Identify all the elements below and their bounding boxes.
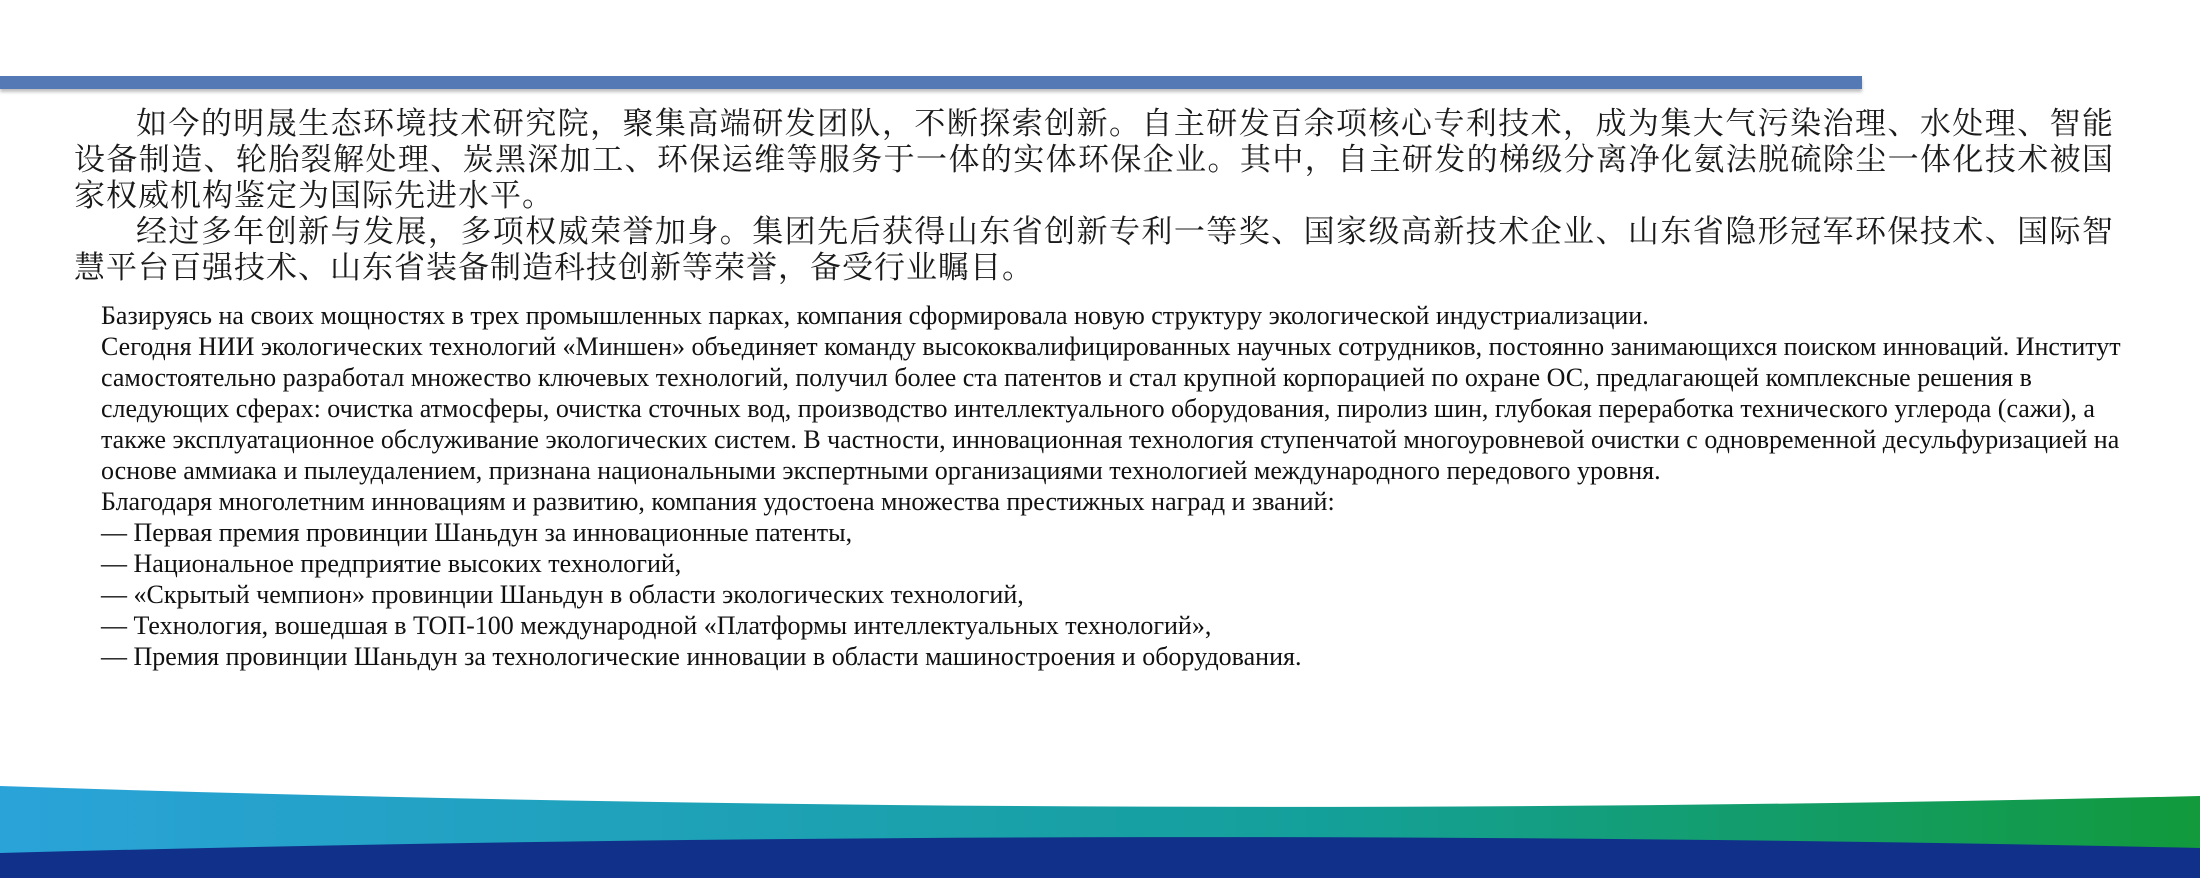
russian-paragraph: Благодаря многолетним инновациям и развитию, компания удостоена множества престижных наград и званий: xyxy=(101,487,1335,516)
award-item: — «Скрытый чемпион» провинции Шаньдун в области экологических технологий, xyxy=(101,580,1024,609)
russian-paragraph: Базируясь на своих мощностях в трех промышленных парках, компания сформировала новую структуру экологической индустриализации. xyxy=(101,301,1649,330)
award-item: — Технология, вошедшая в ТОП-100 международной «Платформы интеллектуальных технологий», xyxy=(101,611,1212,640)
chinese-paragraph: 如今的明晟生态环境技术研究院，聚集高端研发团队，不断探索创新。自主研发百余项核心专利技术，成为集大气污染治理、水处理、智能设备制造、轮胎裂解处理、炭黑深加工、环保运维等服务于一体的实体环保企业。其中，自主研发的梯级分离净化氨法脱硫除尘一体化技术被国家权威机构鉴定为国际先进水平。 xyxy=(74,106,2114,214)
award-item: — Премия провинции Шаньдун за технологические инновации в области машиностроения и оборудования. xyxy=(101,642,1302,671)
award-item: — Первая премия провинции Шаньдун за инновационные патенты, xyxy=(101,518,853,547)
russian-text-section xyxy=(101,300,2121,672)
chinese-text-section xyxy=(74,106,2114,286)
header-rule xyxy=(0,76,1862,89)
chinese-paragraph: 经过多年创新与发展，多项权威荣誉加身。集团先后获得山东省创新专利一等奖、国家级高新技术企业、山东省隐形冠军环保技术、国际智慧平台百强技术、山东省装备制造科技创新等荣誉，备受行业瞩目。 xyxy=(74,214,2114,286)
award-item: — Национальное предприятие высоких технологий, xyxy=(101,549,682,578)
footer-wave-decoration xyxy=(0,760,2200,878)
russian-paragraph: Сегодня НИИ экологических технологий «Миншен» объединяет команду высококвалифицированных научных сотрудников, постоянно занимающихся поиском инноваций. Институт самостоятельно разработал множество ключевых технологий, получил более ста патентов и стал крупной корпорацией по охране ОС, предлагающей комплексные решения в следующих сферах: очистка атмосферы, очистка сточных вод, производство интеллектуального оборудования, пиролиз шин, глубокая переработка технического углерода (сажи), а также эксплуатационное обслуживание экологических систем. В частности, инновационная технология ступенчатой многоуровневой очистки с одновременной десульфуризацией на основе аммиака и пылеудалением, признана национальными экспертными организациями технологией международного передового уровня. xyxy=(101,332,2121,485)
